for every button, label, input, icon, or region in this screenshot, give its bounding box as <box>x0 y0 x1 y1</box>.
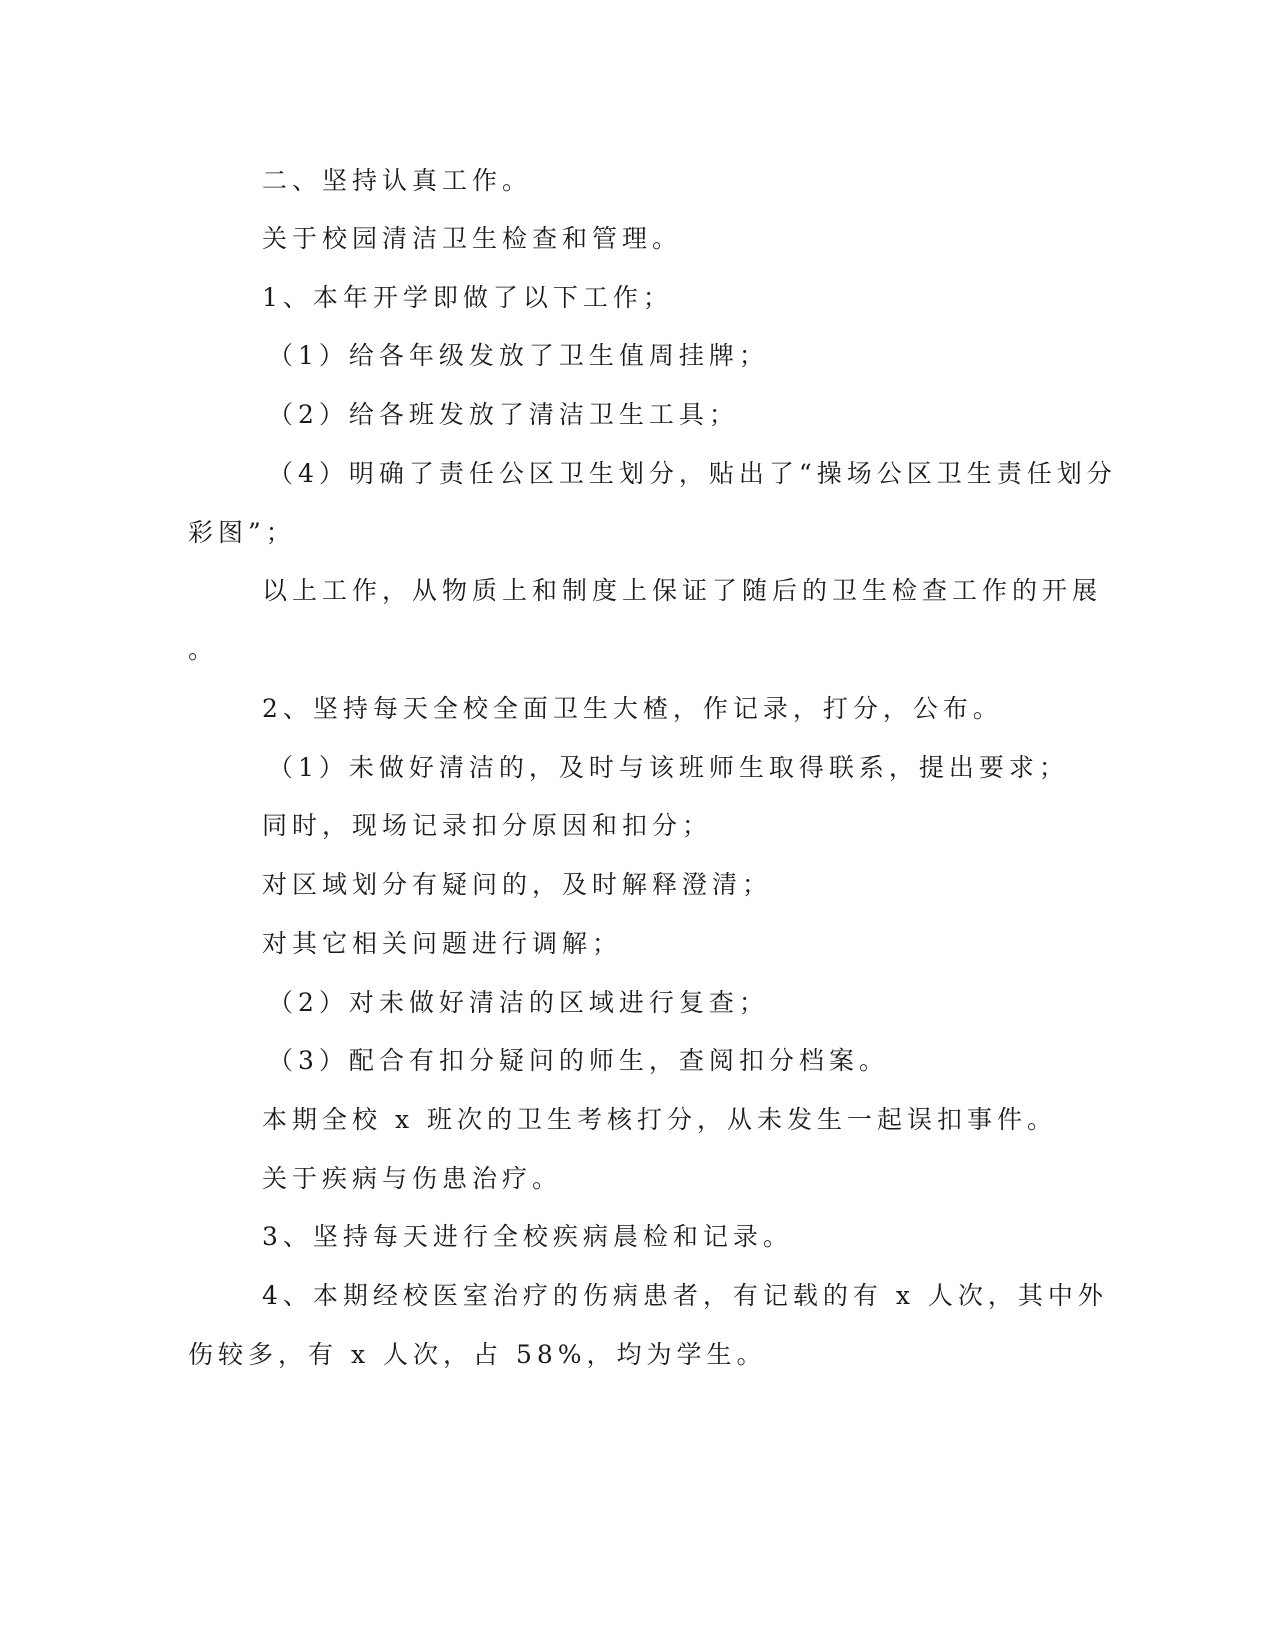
paragraph-line: （2）给各班发放了清洁卫生工具； <box>268 400 739 429</box>
subsection-heading: 关于校园清洁卫生检查和管理。 <box>262 224 683 253</box>
paragraph-line: （2）对未做好清洁的区域进行复查； <box>268 988 769 1017</box>
section-heading: 二、坚持认真工作。 <box>262 166 533 195</box>
paragraph-line: 。 <box>188 635 219 664</box>
paragraph-line: 4、本期经校医室治疗的伤病患者，有记载的有 x 人次，其中外 <box>262 1281 1108 1310</box>
paragraph-line: 1、本年开学即做了以下工作； <box>262 283 673 312</box>
paragraph-line: 彩图”； <box>188 518 296 547</box>
paragraph-line: 3、坚持每天进行全校疾病晨检和记录。 <box>262 1222 793 1251</box>
paragraph-line: （1）给各年级发放了卫生值周挂牌； <box>268 341 769 370</box>
paragraph-line: 2、坚持每天全校全面卫生大楂，作记录，打分，公布。 <box>262 694 1003 723</box>
paragraph-line: 对其它相关问题进行调解； <box>262 929 623 958</box>
paragraph-line: 以上工作，从物质上和制度上保证了随后的卫生检查工作的开展 <box>262 576 1103 605</box>
paragraph-line: （3）配合有扣分疑问的师生，查阅扣分档案。 <box>268 1046 889 1075</box>
paragraph-line: （1）未做好清洁的，及时与该班师生取得联系，提出要求； <box>268 753 1069 782</box>
paragraph-line: 本期全校 x 班次的卫生考核打分，从未发生一起误扣事件。 <box>262 1105 1057 1134</box>
paragraph-line: （4）明确了责任公区卫生划分，贴出了“操场公区卫生责任划分 <box>268 459 1117 488</box>
paragraph-line: 对区域划分有疑问的，及时解释澄清； <box>262 870 773 899</box>
paragraph-line: 同时，现场记录扣分原因和扣分； <box>262 811 713 840</box>
subsection-heading: 关于疾病与伤患治疗。 <box>262 1164 563 1193</box>
paragraph-line: 伤较多，有 x 人次，占 58%，均为学生。 <box>188 1340 767 1369</box>
